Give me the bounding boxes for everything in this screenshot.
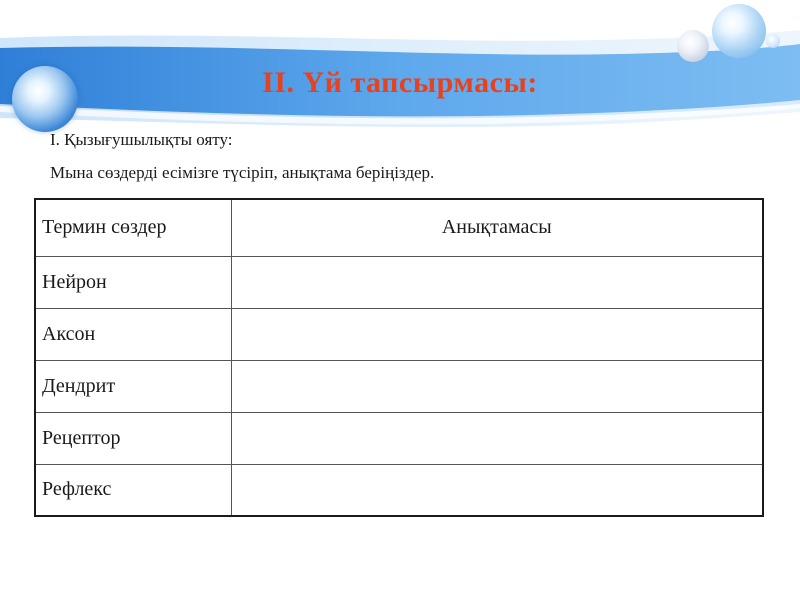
term-cell: Нейрон [35,256,231,308]
bubble-decoration-small [677,30,709,62]
bubble-decoration-top-right [712,4,766,58]
table-header-row [35,199,763,256]
table-row [35,360,763,412]
definition-cell[interactable] [231,412,763,464]
section-heading: І. Қызығушылықты ояту: [50,130,233,149]
column-header-term: Термин сөздер [35,199,231,256]
table-row [35,464,763,516]
task-instruction: Мына сөздерді есімізге түсіріп, анықтама беріңіздер. [50,163,435,182]
term-cell: Рефлекс [35,464,231,516]
slide-title: II. Үй тапсырмасы: [262,66,538,99]
definition-cell[interactable] [231,308,763,360]
table-row [35,308,763,360]
table-row [35,256,763,308]
term-cell: Рецептор [35,412,231,464]
term-cell: Аксон [35,308,231,360]
table-row [35,412,763,464]
definition-cell[interactable] [231,256,763,308]
terms-table [34,198,764,517]
term-cell: Дендрит [35,360,231,412]
definition-cell[interactable] [231,464,763,516]
definition-cell[interactable] [231,360,763,412]
bubble-decoration-tiny [766,34,780,48]
column-header-definition: Анықтамасы [231,199,763,256]
